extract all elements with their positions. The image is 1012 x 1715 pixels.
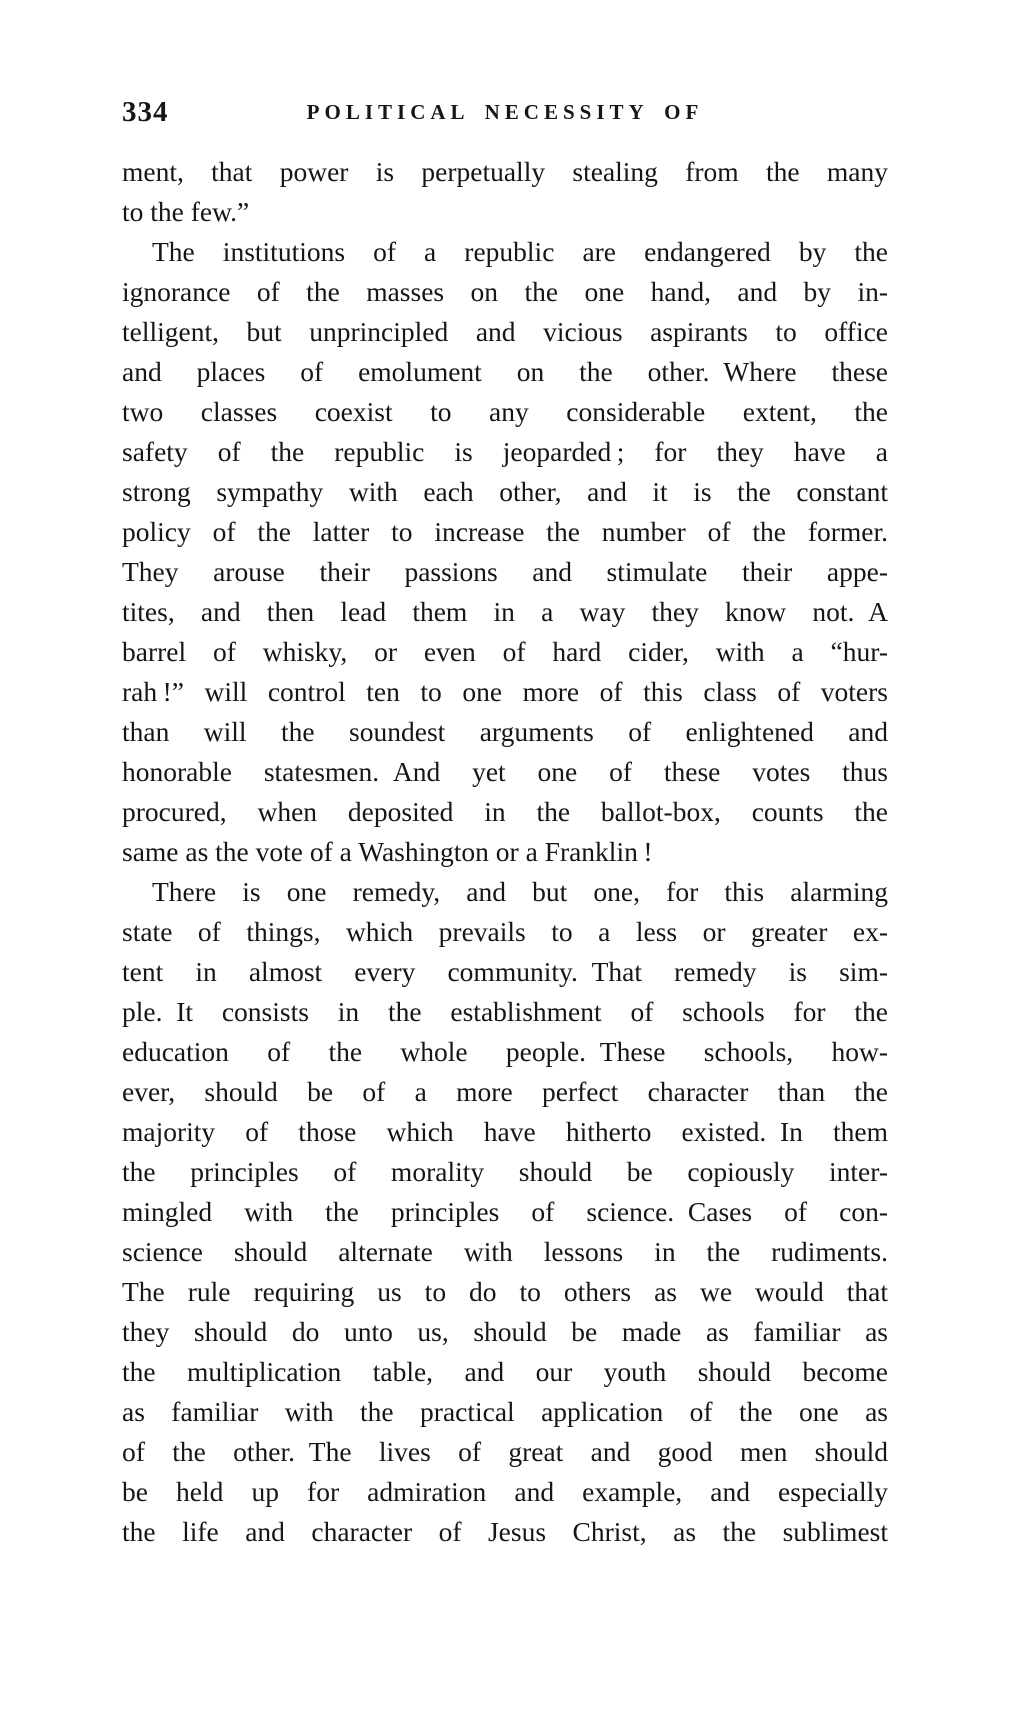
paragraph	[122, 152, 888, 232]
text-line: than will the soundest arguments of enlightened and	[122, 716, 888, 747]
text-line: honorable statesmen. And yet one of these votes thus	[122, 756, 888, 787]
text-line: be held up for admiration and example, and especially	[122, 1476, 888, 1507]
text-line: safety of the republic is jeoparded ; for they have a	[122, 436, 888, 467]
text-line: barrel of whisky, or even of hard cider, with a “hur-	[122, 636, 888, 667]
running-header: POLITICAL NECESSITY OF	[306, 100, 704, 124]
text-line: to the few.”	[122, 196, 250, 227]
text-line: ever, should be of a more perfect character than the	[122, 1076, 888, 1107]
text-line: of the other. The lives of great and good men should	[122, 1436, 888, 1467]
text-line: the multiplication table, and our youth should become	[122, 1356, 888, 1387]
text-line: state of things, which prevails to a less or greater ex-	[122, 916, 888, 947]
page-number: 334	[122, 96, 169, 128]
paragraph	[122, 232, 888, 872]
text-line: majority of those which have hitherto existed. In them	[122, 1116, 888, 1147]
text-line: rah !” will control ten to one more of this class of voters	[122, 676, 888, 707]
text-line: The institutions of a republic are endangered by the	[152, 236, 888, 267]
page-header	[122, 96, 888, 134]
text-line: The rule requiring us to do to others as we would that	[122, 1276, 888, 1307]
text-line: ment, that power is perpetually stealing from the many	[122, 156, 888, 187]
text-line: education of the whole people. These schools, how-	[122, 1036, 888, 1067]
text-line: ple. It consists in the establishment of schools for the	[122, 996, 888, 1027]
text-line: They arouse their passions and stimulate their appe-	[122, 556, 888, 587]
text-line: the life and character of Jesus Christ, as the sublimest	[122, 1516, 888, 1547]
text-line: as familiar with the practical application of the one as	[122, 1396, 888, 1427]
text-line: policy of the latter to increase the number of the former.	[122, 516, 888, 547]
text-line: tent in almost every community. That remedy is sim-	[122, 956, 888, 987]
paragraph	[122, 872, 888, 1552]
text-line: mingled with the principles of science. Cases of con-	[122, 1196, 888, 1227]
text-line: tites, and then lead them in a way they know not. A	[122, 596, 888, 627]
text-line: and places of emolument on the other. Where these	[122, 356, 888, 387]
text-line: they should do unto us, should be made as familiar as	[122, 1316, 888, 1347]
text-line: There is one remedy, and but one, for this alarming	[152, 876, 888, 907]
text-line: strong sympathy with each other, and it is the constant	[122, 476, 888, 507]
page-body	[122, 152, 888, 1552]
text-line: two classes coexist to any considerable extent, the	[122, 396, 888, 427]
text-line: ignorance of the masses on the one hand, and by in-	[122, 276, 888, 307]
text-line: same as the vote of a Washington or a Franklin !	[122, 836, 653, 867]
text-line: the principles of morality should be copiously inter-	[122, 1156, 888, 1187]
text-line: telligent, but unprincipled and vicious aspirants to office	[122, 316, 888, 347]
text-line: science should alternate with lessons in the rudiments.	[122, 1236, 888, 1267]
text-line: procured, when deposited in the ballot-box, counts the	[122, 796, 888, 827]
